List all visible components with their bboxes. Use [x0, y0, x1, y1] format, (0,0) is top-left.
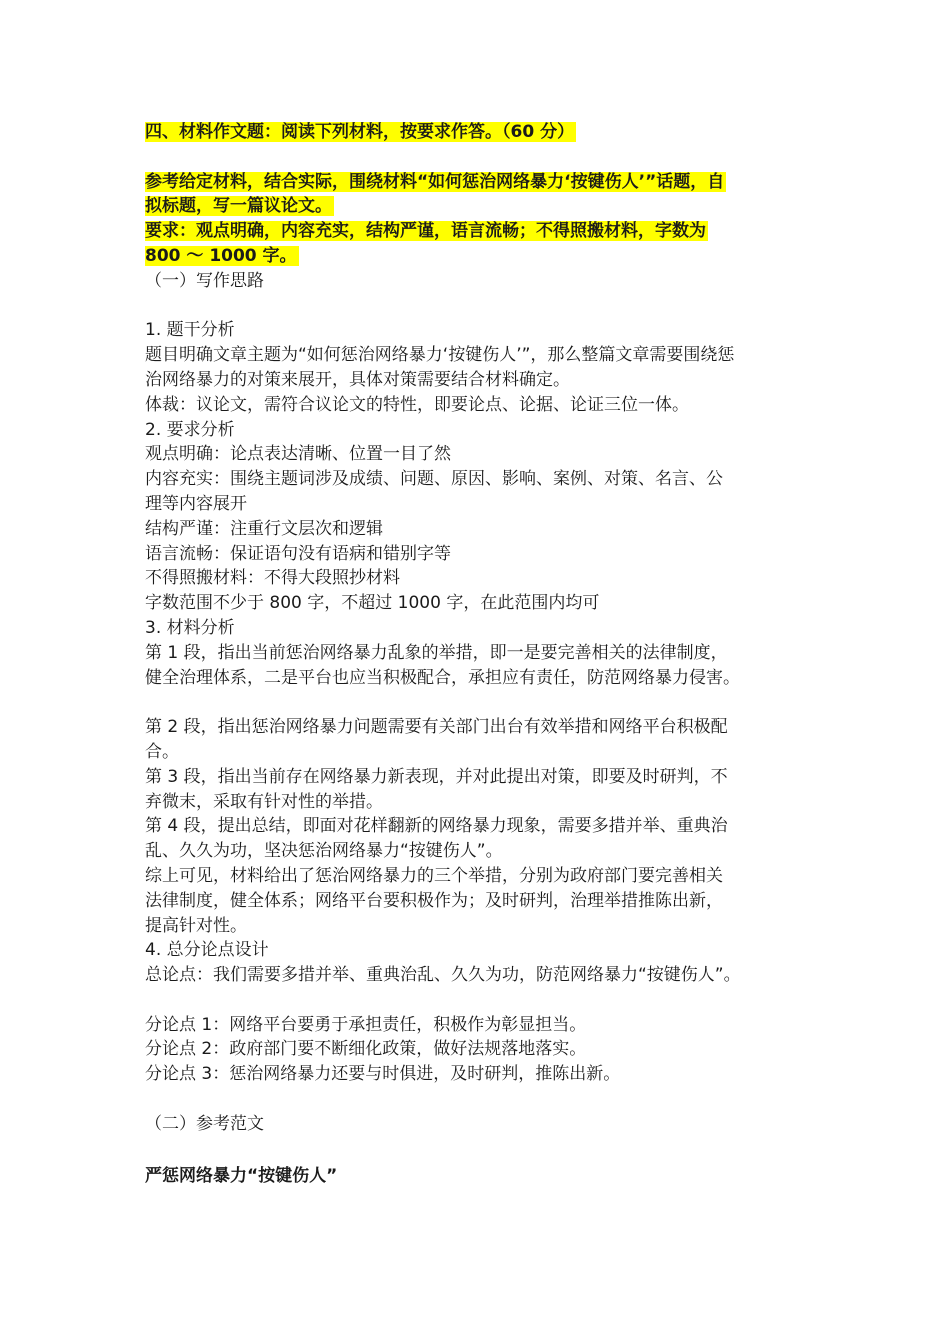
- question-prompt-line-1: 参考给定材料，结合实际，围绕材料“如何惩治网络暴力‘按键伤人’”话题，自: [145, 171, 725, 192]
- blank-line: [145, 1137, 815, 1162]
- blank-line: [145, 988, 815, 1013]
- part-3-title: 3. 材料分析: [145, 617, 235, 638]
- part-1-text-line-2: 治网络暴力的对策来展开，具体对策需要结合材料确定。: [145, 369, 570, 390]
- part-2-item: 内容充实：围绕主题词涉及成绩、问题、原因、影响、案例、对策、名言、公: [145, 469, 723, 490]
- part-3-para-1-line-1: 第 1 段，指出当前惩治网络暴力乱象的举措，即一是要完善相关的法律制度，: [145, 642, 728, 663]
- part-3-para-4-line-1: 第 4 段，提出总结，即面对花样翻新的网络暴力现象，需要多措并举、重典治: [145, 816, 728, 837]
- part-3-para-4-line-2: 乱、久久为功，坚决惩治网络暴力“按键伤人”。: [145, 841, 503, 862]
- question-requirement-line-1: 要求：观点明确，内容充实，结构严谨，语言流畅；不得照搬材料，字数为: [145, 221, 706, 242]
- essay-title: 严惩网络暴力“按键伤人”: [145, 1166, 338, 1187]
- part-2-title: 2. 要求分析: [145, 419, 235, 440]
- section-2-title: （二）参考范文: [145, 1113, 264, 1134]
- part-2-item: 结构严谨：注重行文层次和逻辑: [145, 518, 383, 539]
- part-2-item: 理等内容展开: [145, 493, 247, 514]
- blank-line: [145, 294, 815, 319]
- blank-line: [145, 145, 815, 170]
- part-3-para-3-line-2: 弃微末，采取有针对性的举措。: [145, 791, 383, 812]
- question-requirement-line-2: 800 ～ 1000 字。: [145, 245, 297, 266]
- section-1-title: （一）写作思路: [145, 270, 264, 291]
- part-3-para-2-line-2: 合。: [145, 741, 179, 762]
- blank-line: [145, 690, 815, 715]
- sub-thesis-1: 分论点 1：网络平台要勇于承担责任，积极作为彰显担当。: [145, 1014, 587, 1035]
- part-3-para-3-line-1: 第 3 段，指出当前存在网络暴力新表现，并对此提出对策，即要及时研判，不: [145, 766, 728, 787]
- part-3-summary-line-2: 法律制度，健全体系；网络平台要积极作为；及时研判，治理举措推陈出新，: [145, 890, 723, 911]
- sub-thesis-2: 分论点 2：政府部门要不断细化政策，做好法规落地落实。: [145, 1039, 587, 1060]
- part-2-item: 不得照搬材料：不得大段照抄材料: [145, 568, 400, 589]
- part-1-title: 1. 题干分析: [145, 320, 235, 341]
- sub-thesis-3: 分论点 3：惩治网络暴力还要与时俱进，及时研判，推陈出新。: [145, 1064, 621, 1085]
- question-prompt-line-2: 拟标题，写一篇议论文。: [145, 196, 332, 217]
- part-3-para-2-line-1: 第 2 段，指出惩治网络暴力问题需要有关部门出台有效举措和网络平台积极配: [145, 717, 728, 738]
- part-2-item: 字数范围不少于 800 字，不超过 1000 字，在此范围内均可: [145, 593, 600, 614]
- part-3-summary-line-1: 综上可见，材料给出了惩治网络暴力的三个举措，分别为政府部门要完善相关: [145, 865, 723, 886]
- document-page: [145, 120, 815, 1189]
- question-heading: 四、材料作文题：阅读下列材料，按要求作答。（60 分）: [145, 122, 575, 142]
- part-3-para-1-line-2: 健全治理体系，二是平台也应当积极配合，承担应有责任，防范网络暴力侵害。: [145, 667, 740, 688]
- part-2-item: 观点明确：论点表达清晰、位置一目了然: [145, 444, 451, 465]
- part-1-text-line-3: 体裁：议论文，需符合议论文的特性，即要论点、论据、论证三位一体。: [145, 394, 689, 415]
- part-1-text-line-1: 题目明确文章主题为“如何惩治网络暴力‘按键伤人’”，那么整篇文章需要围绕惩: [145, 345, 735, 366]
- part-4-title: 4. 总分论点设计: [145, 940, 269, 961]
- main-thesis: 总论点：我们需要多措并举、重典治乱、久久为功，防范网络暴力“按键伤人”。: [145, 965, 741, 986]
- part-3-summary-line-3: 提高针对性。: [145, 915, 247, 936]
- blank-line: [145, 1087, 815, 1112]
- part-2-item: 语言流畅：保证语句没有语病和错别字等: [145, 543, 451, 564]
